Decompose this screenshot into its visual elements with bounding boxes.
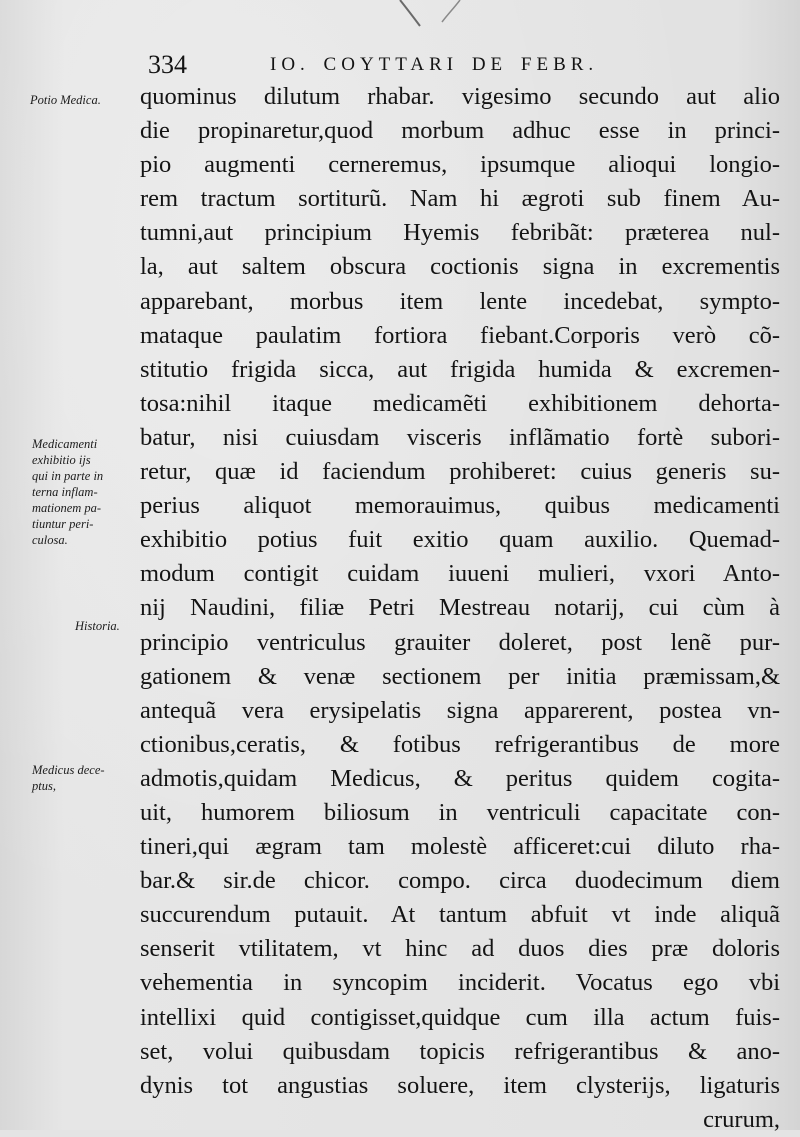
marginal-note-line: qui in parte in <box>32 469 104 483</box>
text-line: tumni,aut principium Hyemis febribãt: præterea nul- <box>140 219 780 247</box>
text-line: retur, quæ id faciendum prohiberet: cuius generis su- <box>140 458 780 486</box>
marginal-note-line: Medicus dece- <box>32 763 105 777</box>
marginal-note-line: tiuntur peri- <box>32 517 94 531</box>
marginal-note-line: Medicamenti <box>32 437 98 451</box>
text-line: quominus dilutum rhabar. vigesimo secundo aut alio <box>140 83 780 110</box>
text-line: stitutio frigida sicca, aut frigida humida & excremen- <box>140 355 780 383</box>
text-line: gationem & venæ sectionem per initia præmissam,& <box>140 662 780 690</box>
running-head <box>140 48 780 80</box>
text-line: set, volui quibusdam topicis refrigerantibus & ano- <box>140 1037 780 1065</box>
text-line: tineri,qui ægram tam molestè afficeret:cui diluto rha- <box>140 833 780 861</box>
marginal-note-historia <box>75 618 120 634</box>
text-line: vehementia in syncopim inciderit. Vocatus ego vbi <box>140 969 780 997</box>
marginal-note-line: exhibitio ijs <box>32 453 91 467</box>
text-line: exhibitio potius fuit exitio quam auxilio. Quemad- <box>140 526 780 554</box>
text-line: antequã vera erysipelatis signa apparerent, postea vn- <box>140 696 780 724</box>
text-line: apparebant, morbus item lente incedebat, sympto- <box>140 287 780 315</box>
marginal-note-potio-medica <box>30 92 101 108</box>
marginal-note-line: Historia. <box>75 619 120 633</box>
text-line: succurendum putauit. At tantum abfuit vt inde aliquã <box>140 901 780 929</box>
text-line: la, aut saltem obscura coctionis signa in excrementis <box>140 253 780 281</box>
marginal-note-medicamenti <box>32 436 147 548</box>
ornament-fragment-icon <box>390 0 480 30</box>
text-line: ctionibus,ceratis, & fotibus refrigerantibus de more <box>140 730 780 758</box>
text-line: mataque paulatim fortiora fiebant.Corporis verò cõ- <box>140 321 780 349</box>
marginal-note-medicus-deceptus <box>32 762 147 794</box>
page-number: 334 <box>148 50 187 79</box>
marginal-note-line: terna inflam- <box>32 485 98 499</box>
text-line: principio ventriculus grauiter doleret, post lenẽ pur- <box>140 628 780 656</box>
text-line: batur, nisi cuiusdam visceris inflãmatio fortè subori- <box>140 423 780 451</box>
body-text <box>140 80 780 1137</box>
text-line: nij Naudini, filiæ Petri Mestreau notarij, cui cùm à <box>140 594 780 622</box>
text-line: tosa:nihil itaque medicamẽti exhibitionem dehorta- <box>140 389 780 417</box>
text-line: perius aliquot memorauimus, quibus medicamenti <box>140 492 780 520</box>
text-line: uit, humorem biliosum in ventriculi capacitate con- <box>140 798 780 826</box>
marginal-note-line: Potio Medica. <box>30 93 101 107</box>
marginal-note-line: culosa. <box>32 533 68 547</box>
running-title: IO. COYTTARI DE FEBR. <box>270 54 599 75</box>
marginal-note-line: ptus, <box>32 779 56 793</box>
text-line: intellixi quid contigisset,quidque cum illa actum fuis- <box>140 1003 780 1031</box>
marginal-note-line: mationem pa- <box>32 501 102 515</box>
text-line: bar.& sir.de chicor. compo. circa duodecimum diem <box>140 867 780 895</box>
text-line: rem tractum sortiturũ. Nam hi ægroti sub finem Au- <box>140 185 780 213</box>
text-line: pio augmenti cerneremus, ipsumque alioqui longio- <box>140 151 780 179</box>
text-line: die propinaretur,quod morbum adhuc esse in princi- <box>140 117 780 145</box>
text-line: admotis,quidam Medicus, & peritus quidem cogita- <box>140 764 780 792</box>
text-line: dynis tot angustias soluere, item clysterijs, ligaturis <box>140 1071 780 1099</box>
text-line: senserit vtilitatem, vt hinc ad duos dies præ doloris <box>140 935 780 963</box>
catchword-line: crurum, <box>703 1105 780 1133</box>
text-line: modum contigit cuidam iuueni mulieri, vxori Anto- <box>140 560 780 588</box>
